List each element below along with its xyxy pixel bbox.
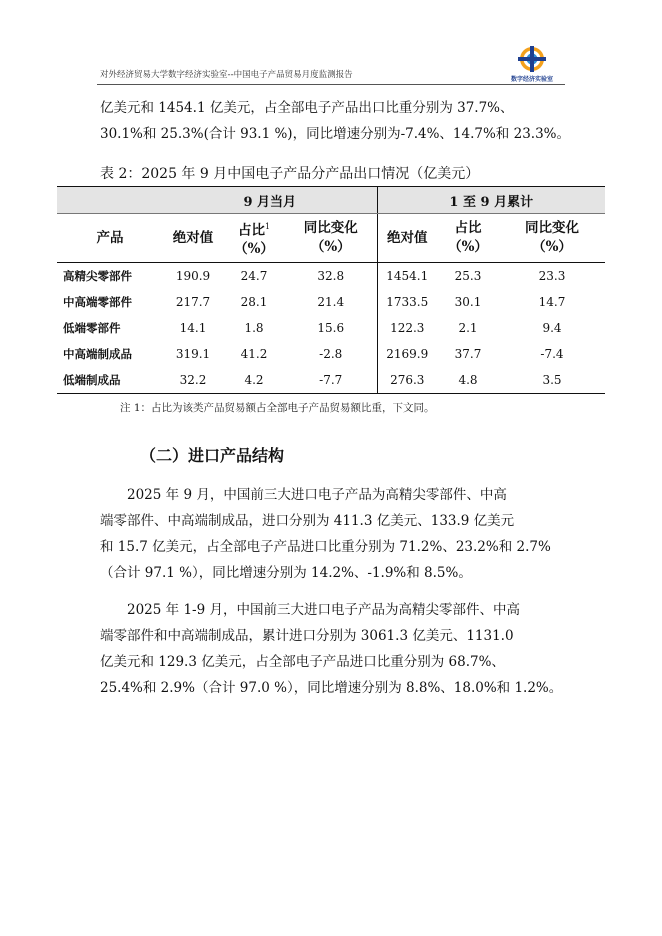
cell-cum-yoy: 14.7	[538, 295, 566, 309]
cell-share: 28.1	[240, 295, 268, 309]
col-header-share-label: 占比	[237, 222, 265, 239]
cell-yoy: -2.8	[319, 347, 343, 361]
product-name: 低端零部件	[63, 321, 121, 335]
text-line: 亿美元和 1454.1 亿美元，占全部电子产品出口比重分别为 37.7%、	[100, 100, 514, 116]
col-header-product: 产品	[57, 214, 163, 263]
cell-cum-value: 1733.5	[377, 289, 437, 315]
cell-yoy: -7.7	[285, 367, 377, 394]
section-title: （二）进口产品结构	[140, 446, 285, 465]
product-name: 中高端制成品	[63, 347, 132, 361]
cell-share: 41.2	[240, 347, 268, 361]
cell-yoy: 32.8	[317, 269, 345, 283]
header-blank-cell	[57, 187, 163, 214]
cell-share: 4.2	[223, 367, 285, 394]
table-caption: 表 2：2025 年 9 月中国电子产品分产品出口情况（亿美元）	[100, 166, 480, 182]
cell-share: 1.8	[244, 321, 264, 335]
col-header-yoy	[285, 214, 377, 263]
table-footnote: 注 1：占比为该类产品贸易额占全部电子产品贸易额比重，下文同。	[120, 402, 435, 414]
intro-text	[100, 95, 570, 147]
text-line: （合计 97.1 %），同比增速分别为 14.2%、-1.9%和 8.5%。	[100, 565, 472, 581]
cell-cum-value: 2169.9	[377, 341, 437, 367]
table-row	[57, 289, 605, 315]
cell-cum-share: 4.8	[437, 367, 499, 394]
group-header-month: 9 月当月	[163, 187, 377, 214]
import-paragraph-month	[100, 482, 570, 586]
group-header-cumulative: 1 至 9 月累计	[377, 187, 605, 214]
cell-cum-yoy: -7.4	[540, 347, 564, 361]
cell-cum-share: 25.3	[454, 269, 482, 283]
report-header-title: 对外经济贸易大学数字经济实验室--中国电子产品贸易月度监测报告	[100, 70, 353, 80]
col-header-yoy-label: 同比变化	[303, 220, 358, 236]
col-header-cum-yoy-unit: （%）	[532, 239, 572, 255]
cell-value: 14.1	[179, 321, 207, 335]
cell-value: 32.2	[163, 367, 223, 394]
cell-cum-value: 1454.1	[377, 263, 437, 290]
col-header-cum-share	[437, 214, 499, 263]
header-divider	[97, 84, 565, 85]
import-paragraph-cumulative	[100, 597, 570, 701]
product-name: 高精尖零部件	[63, 269, 132, 283]
table-row	[57, 367, 605, 394]
text-line: 和 15.7 亿美元，占全部电子产品进口比重分别为 71.2%、23.2%和 2.7%	[100, 539, 551, 555]
product-name: 低端制成品	[57, 367, 163, 394]
text-line: 25.4%和 2.9%（合计 97.0 %），同比增速分别为 8.8%、18.0%和 1.2%。	[100, 680, 563, 696]
cell-cum-yoy: 23.3	[538, 269, 566, 283]
col-header-yoy-unit: （%）	[310, 239, 351, 255]
table-row	[57, 263, 605, 290]
col-header-cum-share-label: 占比	[454, 220, 482, 236]
cell-cum-value: 122.3	[377, 315, 437, 341]
cell-value: 190.9	[175, 269, 211, 283]
col-header-value: 绝对值	[163, 214, 223, 263]
text-line: 亿美元和 129.3 亿美元，占全部电子产品进口比重分别为 68.7%、	[100, 654, 505, 670]
cell-cum-yoy: 3.5	[499, 367, 605, 394]
text-line: 2025 年 9 月，中国前三大进口电子产品为高精尖零部件、中高	[127, 487, 507, 503]
col-header-cum-value: 绝对值	[377, 214, 437, 263]
table-row	[57, 315, 605, 341]
col-header-share	[223, 214, 285, 263]
text-line: 2025 年 1-9 月，中国前三大进口电子产品为高精尖零部件、中高	[127, 602, 520, 618]
cell-cum-share: 37.7	[454, 347, 482, 361]
cell-cum-value: 276.3	[377, 367, 437, 394]
cell-share: 24.7	[240, 269, 268, 283]
text-line: 30.1%和 25.3%(合计 93.1 %)，同比增速分别为-7.4%、14.7%和 23.3%。	[100, 126, 570, 142]
cell-yoy: 21.4	[317, 295, 345, 309]
cell-value: 319.1	[175, 347, 211, 361]
cell-cum-share: 30.1	[454, 295, 482, 309]
lab-logo-text: 数字经济实验室	[510, 76, 553, 83]
cell-cum-share: 2.1	[458, 321, 478, 335]
col-header-share-unit: （%）	[234, 241, 274, 258]
footnote-mark: 1	[264, 221, 271, 231]
text-line: 端零部件、中高端制成品，进口分别为 411.3 亿美元、133.9 亿美元	[100, 513, 515, 529]
col-header-cum-yoy-label: 同比变化	[525, 220, 579, 236]
product-name: 中高端零部件	[63, 295, 132, 309]
col-header-cum-yoy	[499, 214, 605, 263]
col-header-cum-share-unit: （%）	[448, 239, 488, 255]
text-line: 端零部件和中高端制成品，累计进口分别为 3061.3 亿美元、1131.0	[100, 628, 514, 644]
cell-value: 217.7	[175, 295, 211, 309]
cell-yoy: 15.6	[317, 321, 345, 335]
cell-cum-yoy: 9.4	[542, 321, 562, 335]
table-row	[57, 341, 605, 367]
export-by-product-table	[57, 186, 605, 394]
